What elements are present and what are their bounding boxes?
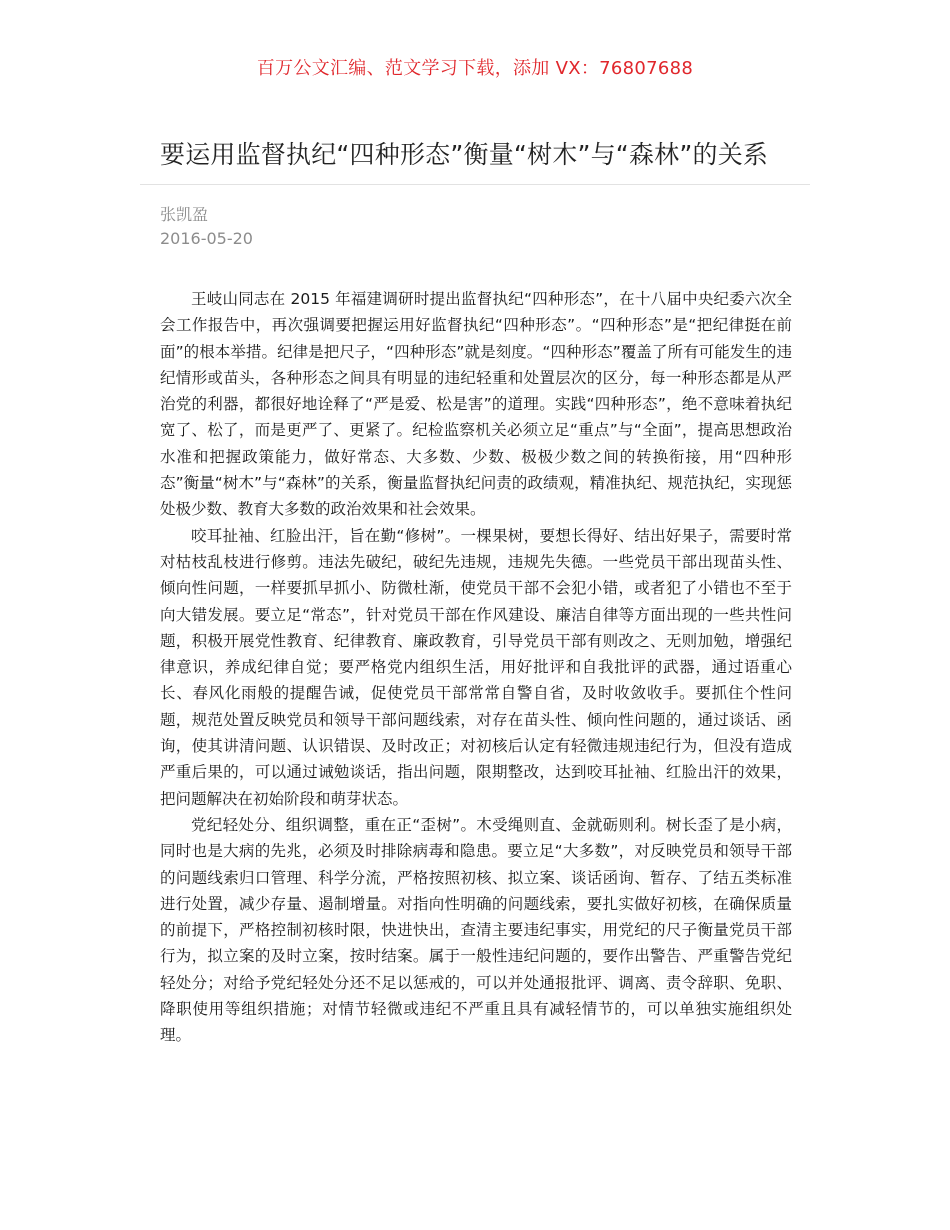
article-paragraph: 咬耳扯袖、红脸出汗，旨在勤“修树”。一棵果树，要想长得好、结出好果子，需要时常对枯枝乱枝进行修剪。违法先破纪，破纪先违规，违规先失德。一些党员干部出现苗头性、倾向性问题，一样要抓早抓小、防微杜渐，使党员干部不会犯小错，或者犯了小错也不至于向大错发展。要立足“常态”，针对党员干部在作风建设、廉洁自律等方面出现的一些共性问题，积极开展党性教育、纪律教育、廉政教育，引导党员干部有则改之、无则加勉，增强纪律意识，养成纪律自觉；要严格党内组织生活，用好批评和自我批评的武器，通过语重心长、春风化雨般的提醒告诫，促使党员干部常常自警自省，及时收敛收手。要抓住个性问题，规范处置反映党员和领导干部问题线索，对存在苗头性、倾向性问题的，通过谈话、函询，使其讲清问题、认识错误、及时改正；对初核后认定有轻微违规违纪行为，但没有造成严重后果的，可以通过诫勉谈话，指出问题，限期整改，达到咬耳扯袖、红脸出汗的效果，把问题解决在初始阶段和萌芽状态。 <box>160 526 792 808</box>
article-date: 2016-05-20 <box>160 229 253 248</box>
article-paragraph: 党纪轻处分、组织调整，重在正“歪树”。木受绳则直、金就砺则利。树长歪了是小病，同时也是大病的先兆，必须及时排除病毒和隐患。要立足“大多数”，对反映党员和领导干部的问题线索归口管理、科学分流，严格按照初核、拟立案、谈话函询、暂存、了结五类标准进行处置，减少存量、遏制增量。对指向性明确的问题线索，要扎实做好初核，在确保质量的前提下，严格控制初核时限，快进快出，查清主要违纪事实，用党纪的尺子衡量党员干部行为，拟立案的及时立案，按时结案。属于一般性违纪问题的，要作出警告、严重警告党纪轻处分；对给予党纪轻处分还不足以惩戒的，可以并处通报批评、调离、责令辞职、免职、降职使用等组织措施；对情节轻微或违纪不严重且具有减轻情节的，可以单独实施组织处理。 <box>160 815 792 1045</box>
promo-banner: 百万公文汇编、范文学习下载，添加 VX：76807688 <box>256 58 694 79</box>
article-paragraph: 王岐山同志在 2015 年福建调研时提出监督执纪“四种形态”，在十八届中央纪委六次全会工作报告中，再次强调要把握运用好监督执纪“四种形态”。“四种形态”是“把纪律挺在前面”的根本举措。纪律是把尺子，“四种形态”就是刻度。“四种形态”覆盖了所有可能发生的违纪情形或苗头，各种形态之间具有明显的违纪轻重和处置层次的区分，每一种形态都是从严治党的利器，都很好地诠释了“严是爱、松是害”的道理。实践“四种形态”，绝不意味着执纪宽了、松了，而是更严了、更紧了。纪检监察机关必须立足“重点”与“全面”，提高思想政治水准和把握政策能力，做好常态、大多数、少数、极极少数之间的转换衔接，用“四种形态”衡量“树木”与“森林”的关系，衡量监督执纪问责的政绩观，精准执纪、规范执纪，实现惩处极少数、教育大多数的政治效果和社会效果。 <box>160 290 792 519</box>
title-divider <box>140 184 810 185</box>
article-title: 要运用监督执纪“四种形态”衡量“树木”与“森林”的关系 <box>160 140 769 169</box>
article-author: 张凯盈 <box>160 205 209 224</box>
article-body <box>160 286 792 1049</box>
